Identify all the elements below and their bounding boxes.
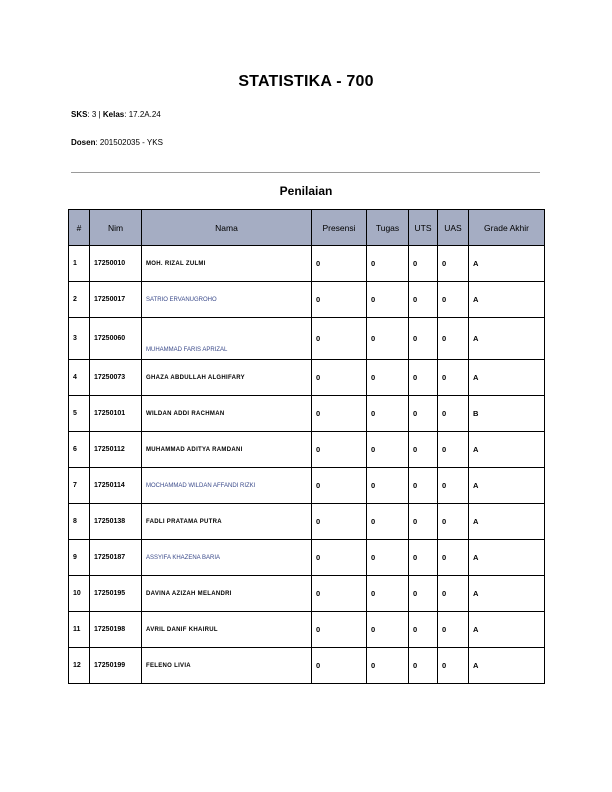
cell-nim: 17250114 <box>90 468 142 504</box>
cell-no: 12 <box>69 648 90 684</box>
cell-uts: 0 <box>409 360 438 396</box>
cell-tugas: 0 <box>367 612 409 648</box>
cell-uas: 0 <box>438 282 469 318</box>
table-row <box>69 318 545 360</box>
table-row <box>69 612 545 648</box>
divider <box>71 172 540 173</box>
kelas-value: : 17.2A.24 <box>124 110 161 119</box>
cell-no: 10 <box>69 576 90 612</box>
cell-presensi: 0 <box>312 612 367 648</box>
cell-no: 11 <box>69 612 90 648</box>
cell-presensi: 0 <box>312 246 367 282</box>
cell-nama: AVRIL DANIF KHAIRUL <box>142 612 312 648</box>
cell-grade: A <box>469 468 545 504</box>
lecturer-info <box>71 138 163 147</box>
table-row <box>69 246 545 282</box>
table-row <box>69 432 545 468</box>
cell-grade: A <box>469 576 545 612</box>
cell-tugas: 0 <box>367 540 409 576</box>
cell-uas: 0 <box>438 246 469 282</box>
cell-uts: 0 <box>409 282 438 318</box>
sks-value: : 3 | <box>87 110 101 119</box>
col-header-nim: Nim <box>90 210 142 246</box>
table-row <box>69 504 545 540</box>
cell-grade: A <box>469 612 545 648</box>
cell-uas: 0 <box>438 648 469 684</box>
cell-uas: 0 <box>438 396 469 432</box>
cell-uas: 0 <box>438 468 469 504</box>
cell-nama: MOH. RIZAL ZULMI <box>142 246 312 282</box>
cell-presensi: 0 <box>312 318 367 360</box>
cell-grade: A <box>469 540 545 576</box>
cell-nim: 17250138 <box>90 504 142 540</box>
cell-nim: 17250198 <box>90 612 142 648</box>
cell-nim: 17250199 <box>90 648 142 684</box>
course-info <box>71 110 161 119</box>
cell-tugas: 0 <box>367 282 409 318</box>
cell-grade: A <box>469 282 545 318</box>
dosen-label: Dosen <box>71 138 96 147</box>
cell-nim: 17250112 <box>90 432 142 468</box>
col-header-uts: UTS <box>409 210 438 246</box>
cell-presensi: 0 <box>312 468 367 504</box>
cell-uts: 0 <box>409 246 438 282</box>
cell-uts: 0 <box>409 612 438 648</box>
grades-table <box>68 209 545 684</box>
cell-grade: A <box>469 246 545 282</box>
col-header-tugas: Tugas <box>367 210 409 246</box>
cell-nama: FELENO LIVIA <box>142 648 312 684</box>
cell-grade: B <box>469 396 545 432</box>
table-row <box>69 468 545 504</box>
cell-no: 5 <box>69 396 90 432</box>
cell-presensi: 0 <box>312 540 367 576</box>
cell-grade: A <box>469 432 545 468</box>
cell-nama: DAVINA AZIZAH MELANDRI <box>142 576 312 612</box>
col-header-grade: Grade Akhir <box>469 210 545 246</box>
cell-uas: 0 <box>438 540 469 576</box>
cell-uas: 0 <box>438 360 469 396</box>
cell-grade: A <box>469 318 545 360</box>
cell-nim: 17250195 <box>90 576 142 612</box>
col-header-nama: Nama <box>142 210 312 246</box>
cell-uas: 0 <box>438 318 469 360</box>
cell-nim: 17250187 <box>90 540 142 576</box>
cell-nama: MUHAMMAD ADITYA RAMDANI <box>142 432 312 468</box>
col-header-presensi: Presensi <box>312 210 367 246</box>
cell-tugas: 0 <box>367 360 409 396</box>
cell-presensi: 0 <box>312 282 367 318</box>
cell-nim: 17250010 <box>90 246 142 282</box>
section-title: Penilaian <box>279 184 333 198</box>
cell-uts: 0 <box>409 468 438 504</box>
cell-uas: 0 <box>438 432 469 468</box>
cell-tugas: 0 <box>367 246 409 282</box>
cell-nim: 17250101 <box>90 396 142 432</box>
sks-label: SKS <box>71 110 88 119</box>
cell-uts: 0 <box>409 396 438 432</box>
cell-nama: SATRIO ERVANUGROHO <box>142 282 312 318</box>
cell-no: 7 <box>69 468 90 504</box>
cell-nama: MOCHAMMAD WILDAN AFFANDI RIZKI <box>142 468 312 504</box>
cell-no: 6 <box>69 432 90 468</box>
cell-uas: 0 <box>438 504 469 540</box>
table-row <box>69 360 545 396</box>
cell-uts: 0 <box>409 576 438 612</box>
cell-grade: A <box>469 360 545 396</box>
table-row <box>69 576 545 612</box>
cell-uas: 0 <box>438 576 469 612</box>
cell-no: 4 <box>69 360 90 396</box>
cell-no: 1 <box>69 246 90 282</box>
cell-tugas: 0 <box>367 576 409 612</box>
table-row <box>69 282 545 318</box>
cell-uts: 0 <box>409 504 438 540</box>
cell-grade: A <box>469 648 545 684</box>
table-row <box>69 396 545 432</box>
cell-nama: ASSYIFA KHAZENA BARIA <box>142 540 312 576</box>
cell-tugas: 0 <box>367 468 409 504</box>
kelas-label: Kelas <box>102 110 125 119</box>
dosen-value: : 201502035 - YKS <box>95 138 163 147</box>
cell-nama: MUHAMMAD FARIS APRIZAL <box>142 318 312 360</box>
cell-tugas: 0 <box>367 432 409 468</box>
cell-no: 8 <box>69 504 90 540</box>
cell-nim: 17250060 <box>90 318 142 360</box>
cell-grade: A <box>469 504 545 540</box>
cell-uts: 0 <box>409 648 438 684</box>
cell-uts: 0 <box>409 540 438 576</box>
table-row <box>69 540 545 576</box>
cell-presensi: 0 <box>312 648 367 684</box>
col-header-no: # <box>69 210 90 246</box>
cell-nama: GHAZA ABDULLAH ALGHIFARY <box>142 360 312 396</box>
cell-presensi: 0 <box>312 360 367 396</box>
cell-nama: FADLI PRATAMA PUTRA <box>142 504 312 540</box>
cell-uts: 0 <box>409 318 438 360</box>
cell-uts: 0 <box>409 432 438 468</box>
table-row <box>69 648 545 684</box>
table-header-row <box>69 210 545 246</box>
cell-nim: 17250073 <box>90 360 142 396</box>
page-title: STATISTIKA - 700 <box>238 73 374 90</box>
cell-presensi: 0 <box>312 432 367 468</box>
cell-no: 9 <box>69 540 90 576</box>
cell-tugas: 0 <box>367 318 409 360</box>
cell-no: 2 <box>69 282 90 318</box>
cell-nim: 17250017 <box>90 282 142 318</box>
cell-nama: WILDAN ADDI RACHMAN <box>142 396 312 432</box>
cell-presensi: 0 <box>312 396 367 432</box>
cell-tugas: 0 <box>367 504 409 540</box>
cell-tugas: 0 <box>367 648 409 684</box>
col-header-uas: UAS <box>438 210 469 246</box>
cell-presensi: 0 <box>312 576 367 612</box>
cell-tugas: 0 <box>367 396 409 432</box>
cell-uas: 0 <box>438 612 469 648</box>
cell-no: 3 <box>69 318 90 360</box>
cell-presensi: 0 <box>312 504 367 540</box>
